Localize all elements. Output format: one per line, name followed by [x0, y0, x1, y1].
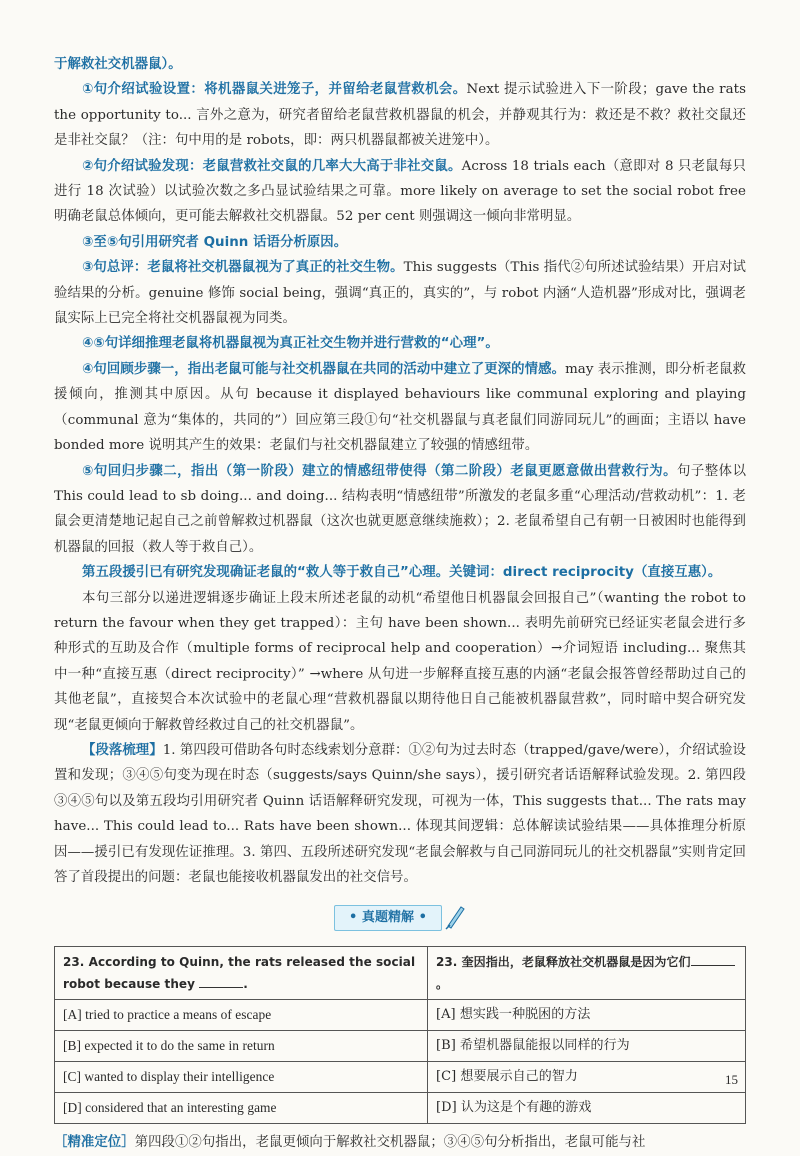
paragraph: [54, 52, 746, 77]
body-text: This suggests（This 指代②句所述试验结果）开启对试验结果的分析。genuine 修饰 social being，强调“真正的，真实的”，与 robot 内涵“人造机器”形成对比，强调老鼠实际上已完全将社交机器鼠视为同类。: [54, 260, 746, 327]
option-zh: [A] 想实践一种脱困的方法: [428, 1000, 746, 1031]
option-en: [C] wanted to display their intelligence: [55, 1062, 428, 1093]
option-en: [D] considered that an interesting game: [55, 1093, 428, 1124]
table-row: [55, 1093, 746, 1124]
table-row: [55, 1000, 746, 1031]
highlight-text: ④句回顾步骤一，指出老鼠可能与社交机器鼠在共同的活动中建立了更深的情感。: [82, 361, 566, 377]
paragraph: [54, 738, 746, 890]
table-row: [55, 947, 746, 1000]
body-text: 本句三部分以递进逻辑逐步确证上段末所述老鼠的动机“希望他日机器鼠会回报自己”（wanting the robot to return the favour when they get trapped）：主句 have been shown... 表明先前研究已经证实老鼠会进行多种形式的互助及合作（multiple forms of reciprocal help and cooperation）→介词短语 including... 聚焦其中一种“直接互惠（direct reciprocity）” →where 从句进一步解释直接互惠的内涵“老鼠会报答曾经帮助过自己的其他老鼠”，直接契合本次试验中的老鼠心理“营救机器鼠以期待他日自己能被机器鼠营救”，同时暗中契合研究发现“老鼠更倾向于解救曾经救过自己的社交机器鼠”。: [54, 590, 746, 733]
paragraph: [54, 77, 746, 153]
option-zh: [C] 想要展示自己的智力: [428, 1062, 746, 1093]
question-stem-en: [55, 947, 428, 1000]
answer-blank: [691, 951, 735, 966]
table-row: [55, 1031, 746, 1062]
paragraph: [54, 154, 746, 230]
body-text: Across 18 trials each（意即对 8 只老鼠每只进行 18 次试验）以试验次数之多凸显试验结果之可靠。more likely on average to set the social robot free 明确老鼠总体倾向，更可能去解救社交机器鼠。52 per cent 则强调这一倾向非常明显。: [54, 158, 746, 225]
section-tag: 【段落梳理】: [82, 742, 163, 758]
question-stem-zh: [428, 947, 746, 1000]
body-text: may 表示推测，即分析老鼠救援倾向，推测其中原因。从句 because it displayed behaviours like communal exploring and playing（communal 意为“集体的，共同的”）回应第三段①句“社交机器鼠与真老鼠们同游同玩儿”的画面；主语以 have bonded more 说明其产生的效果：老鼠们与社交机器鼠建立了较强的情感纽带。: [54, 361, 746, 454]
paragraph: [54, 586, 746, 738]
option-en: [A] tried to practice a means of escape: [55, 1000, 428, 1031]
paragraph: [54, 357, 746, 459]
body-text: 第四段①②句指出，老鼠更倾向于解救社交机器鼠；③④⑤句分析指出，老鼠可能与社: [134, 1135, 646, 1151]
highlight-text: ④⑤句详细推理老鼠将机器鼠视为真正社交生物并进行营救的“心理”。: [82, 336, 499, 352]
paragraph: [54, 255, 746, 331]
body-text: 句子整体以 This could lead to sb doing... and doing... 结构表明“情感纽带”所激发的老鼠多重“心理活动/营救动机”：1. 老鼠会更清楚地记起自己之前曾解救过机器鼠（这次也就更愿意继续施救）；2. 老鼠希望自己有朝一日被困时也能得到机器鼠的回报（救人等于救自己）。: [54, 463, 747, 555]
option-zh: [D] 认为这是个有趣的游戏: [428, 1093, 746, 1124]
paragraph: [54, 560, 746, 585]
paragraph: [54, 459, 746, 561]
highlight-text: ⑤句回归步骤二，指出（第一阶段）建立的情感纽带使得（第二阶段）老鼠更愿意做出营救行为。: [82, 463, 678, 479]
stem-end: 。: [436, 977, 449, 992]
stem-end: .: [243, 977, 248, 992]
paragraph: [54, 331, 746, 356]
highlight-text: 第五段援引已有研究发现确证老鼠的“救人等于救自己”心理。关键词：direct reciprocity（直接互惠）。: [82, 565, 722, 581]
section-tag: ［精准定位］: [54, 1135, 135, 1151]
table-row: [55, 1062, 746, 1093]
option-en: [B] expected it to do the same in return: [55, 1031, 428, 1062]
highlight-text: 于解救社交机器鼠）。: [54, 57, 182, 72]
highlight-text: ③句总评：老鼠将社交机器鼠视为了真正的社交生物。: [82, 260, 404, 276]
question-table: [54, 946, 746, 1124]
body-text: 1. 第四段可借助各句时态线索划分意群：①②句为过去时态（trapped/gave/were），介绍试验设置和发现；③④⑤句变为现在时态（suggests/says Quinn/she says），援引研究者话语解释试验发现。2. 第四段③④⑤句以及第五段均引用研究者 Quinn 话语解释研究发现，可视为一体，This suggests that... The rats may have... This could lead to... Rats have been shown... 体现其间逻辑：总体解读试验结果——具体推理分析原因——援引已有发现佐证推理。3. 第四、五段所述研究发现“老鼠会解救与自己同游同玩儿的社交机器鼠”实则肯定回答了首段提出的问题：老鼠也能接收机器鼠发出的社交信号。: [54, 742, 746, 885]
answer-blank: [199, 973, 243, 988]
highlight-text: ①句介绍试验设置：将机器鼠关进笼子，并留给老鼠营救机会。: [82, 82, 467, 98]
option-zh: [B] 希望机器鼠能报以同样的行为: [428, 1031, 746, 1062]
stem-text: 23. 奎因指出，老鼠释放社交机器鼠是因为它们: [436, 955, 691, 970]
paragraph: [54, 230, 746, 255]
section-title-label: • 真题精解 •: [334, 905, 442, 931]
pen-icon: [444, 904, 466, 930]
page-number: 15: [725, 1072, 738, 1087]
highlight-text: ②句介绍试验发现：老鼠营救社交鼠的几率大大高于非社交鼠。: [82, 158, 462, 174]
paragraph: [54, 1130, 746, 1155]
stem-text: 23. According to Quinn, the rats released the social robot because they: [63, 955, 416, 992]
body-text: Next 提示试验进入下一阶段；gave the rats the opportunity to... 言外之意为，研究者留给老鼠营救机器鼠的机会，并静观其行为：救还是不救？救社交鼠还是非社交鼠？（注：句中用的是 robots，即：两只机器鼠都被关进笼中）。: [54, 82, 746, 149]
page-content: [54, 52, 746, 1156]
section-title: [54, 904, 746, 934]
highlight-text: ③至⑤句引用研究者 Quinn 话语分析原因。: [82, 234, 348, 250]
